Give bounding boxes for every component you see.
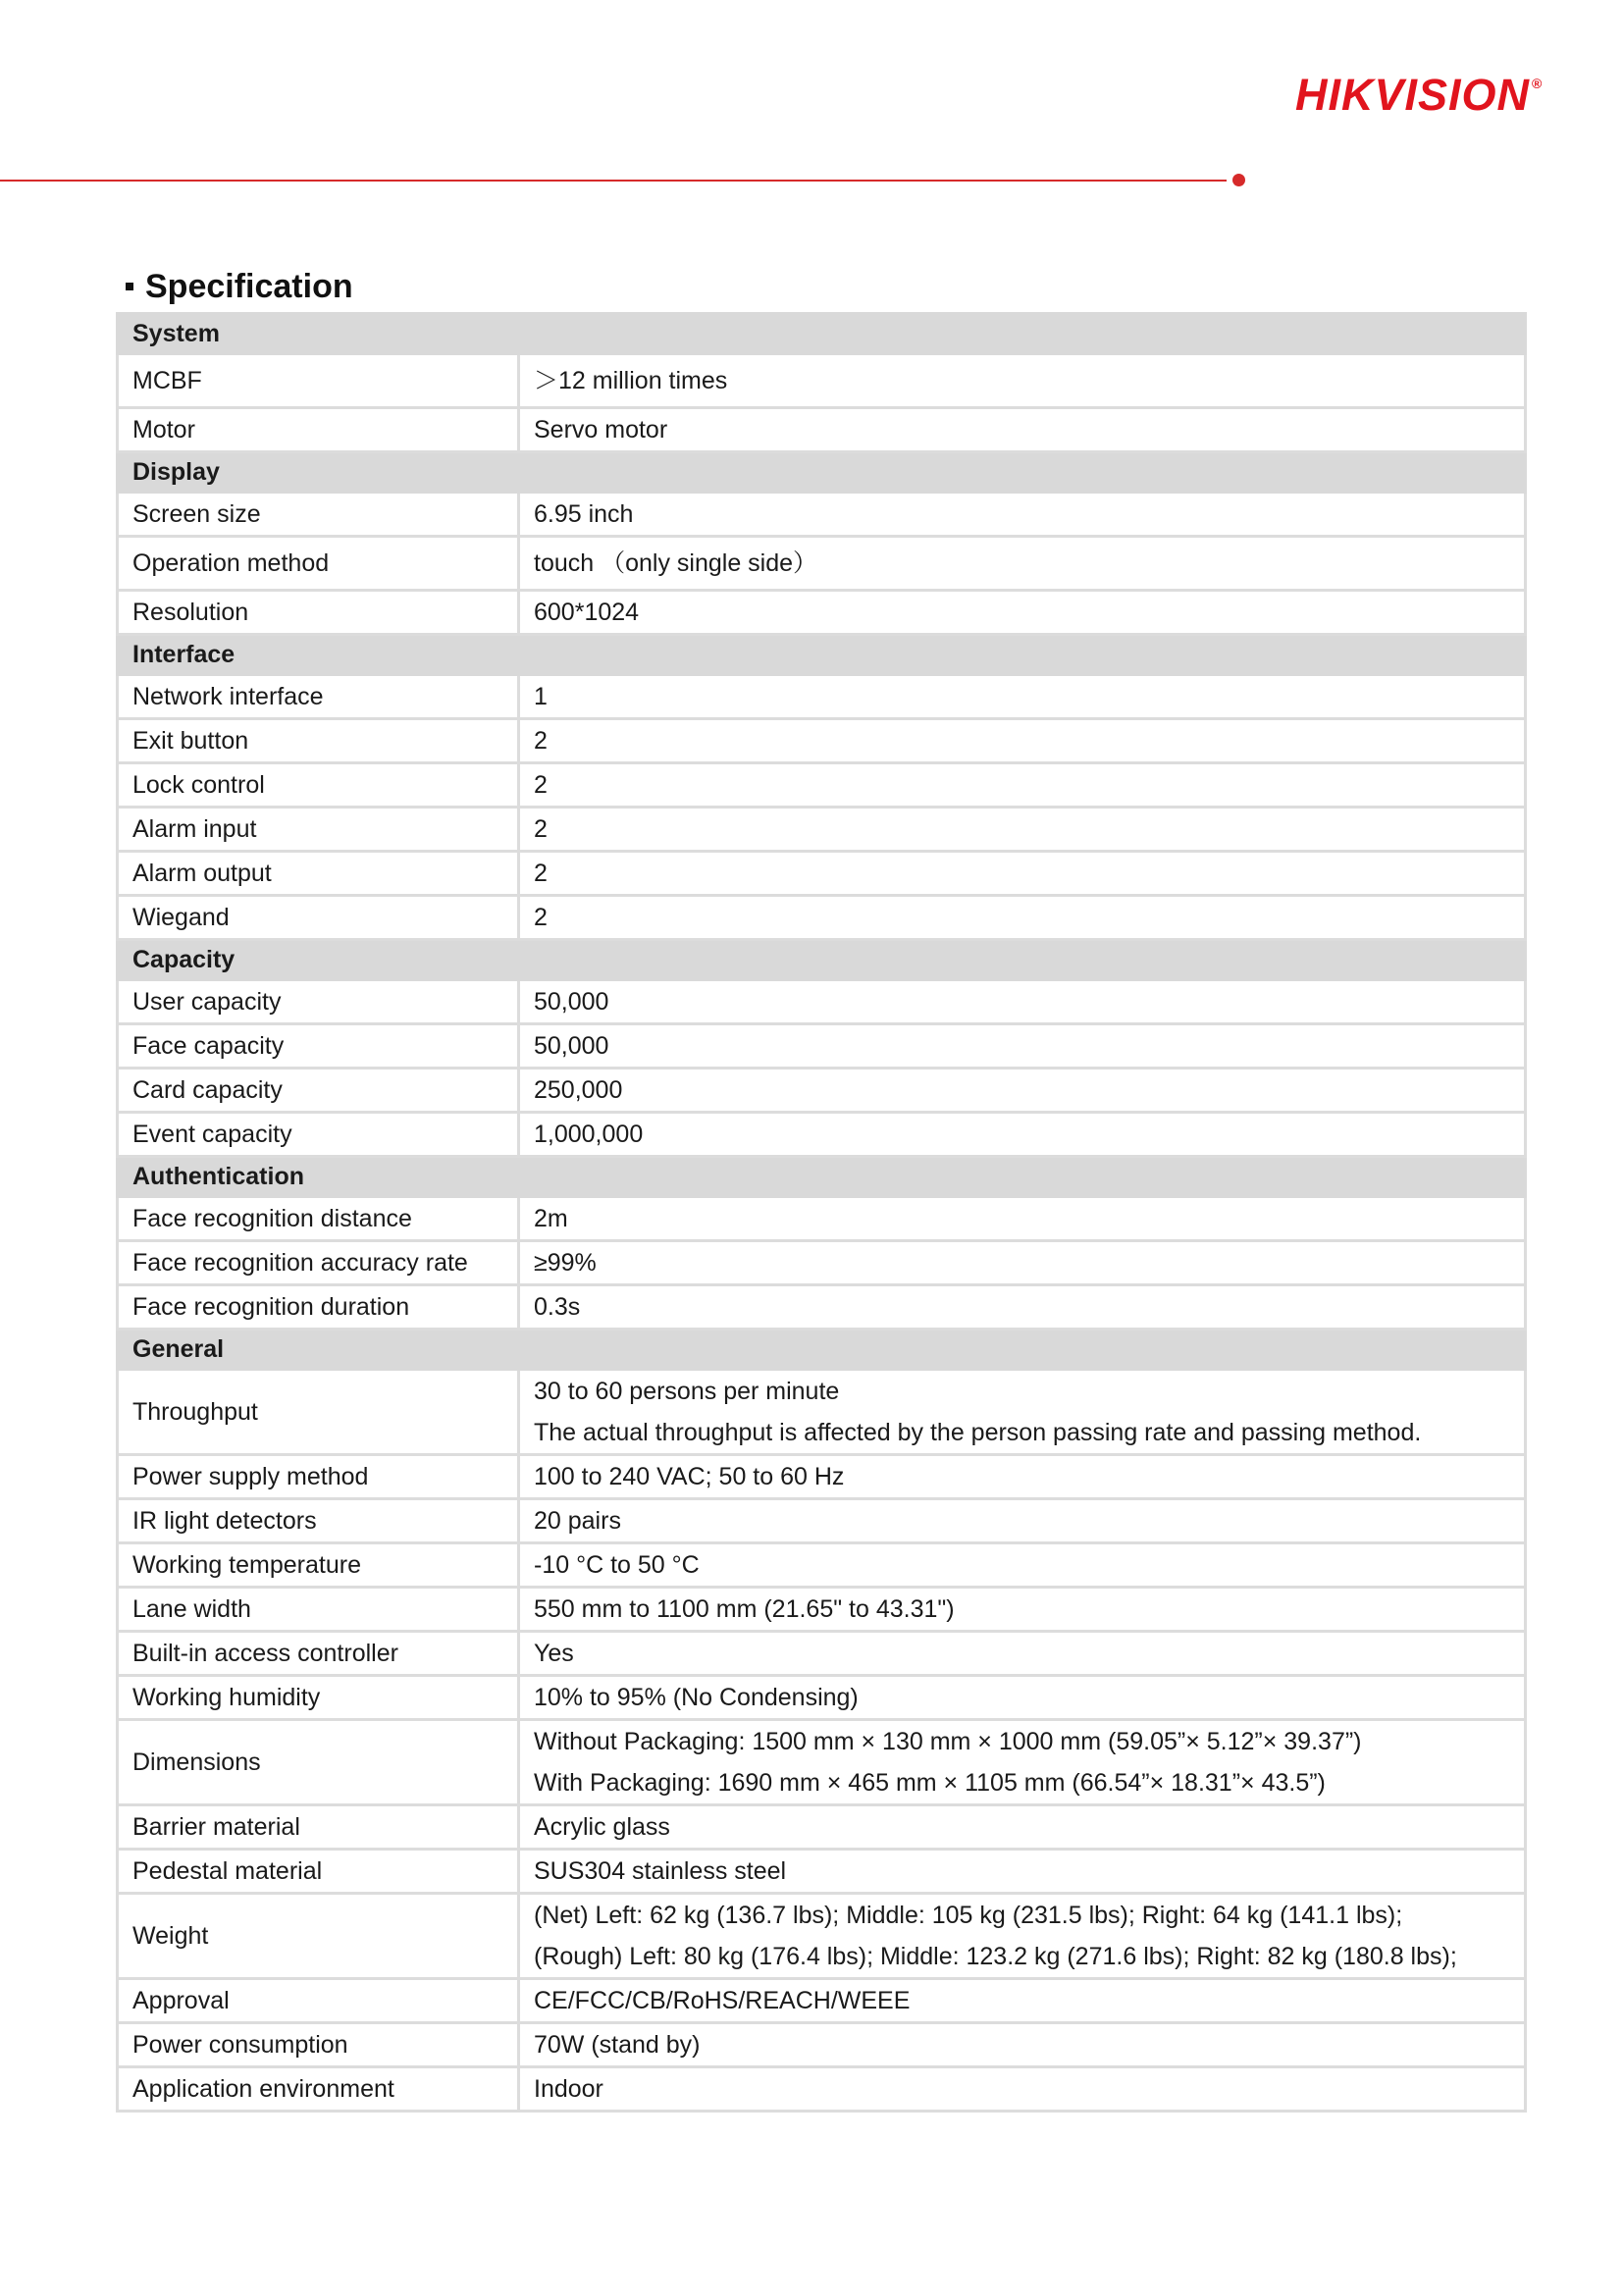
spec-label: Alarm input [118,808,519,852]
spec-value-line: 30 to 60 persons per minute [534,1378,840,1405]
spec-row [118,675,1526,719]
spec-row [118,1241,1526,1285]
spec-value-line: 2 [534,815,548,843]
spec-value-line: 550 mm to 1100 mm (21.65" to 43.31") [534,1595,955,1623]
page-heading [126,270,353,303]
section-title: Authentication [118,1157,1526,1197]
spec-label: Motor [118,408,519,452]
spec-label: Power consumption [118,2023,519,2067]
spec-row [118,1805,1526,1850]
spec-row [118,2023,1526,2067]
spec-value [519,1543,1526,1588]
spec-value-line: 2 [534,904,548,931]
spec-value [519,1499,1526,1543]
spec-label: Working temperature [118,1543,519,1588]
spec-value [519,1588,1526,1632]
spec-label: Alarm output [118,852,519,896]
spec-label: Barrier material [118,1805,519,1850]
spec-value [519,1894,1526,1979]
spec-value [519,2023,1526,2067]
spec-value [519,675,1526,719]
spec-row [118,1197,1526,1241]
spec-value [519,1024,1526,1069]
spec-value [519,493,1526,537]
spec-value [519,1632,1526,1676]
spec-row [118,1455,1526,1499]
spec-row [118,537,1526,591]
spec-label: Exit button [118,719,519,763]
spec-value-line: ＞12 million times [534,367,728,394]
spec-value-line: 2m [534,1205,568,1232]
spec-label: Operation method [118,537,519,591]
page-title: Specification [145,268,353,305]
spec-value [519,1850,1526,1894]
spec-value [519,1370,1526,1455]
spec-row [118,719,1526,763]
spec-row [118,852,1526,896]
spec-value-line: 10% to 95% (No Condensing) [534,1684,859,1711]
spec-row [118,896,1526,940]
spec-label: Application environment [118,2067,519,2112]
spec-row [118,408,1526,452]
spec-value-line: 20 pairs [534,1507,621,1535]
spec-row [118,1676,1526,1720]
spec-value [519,1720,1526,1805]
spec-label: Card capacity [118,1069,519,1113]
spec-label: Event capacity [118,1113,519,1157]
section-title: Capacity [118,940,1526,980]
spec-label: Face capacity [118,1024,519,1069]
spec-value-line: CE/FCC/CB/RoHS/REACH/WEEE [534,1987,911,2014]
spec-value-line: (Net) Left: 62 kg (136.7 lbs); Middle: 105 kg (231.5 lbs); Right: 64 kg (141.1 lbs); [534,1902,1403,1929]
spec-row [118,2067,1526,2112]
spec-label: Network interface [118,675,519,719]
spec-label: Resolution [118,591,519,635]
brand-name: HIKVISION [1295,70,1531,120]
spec-value-line: Servo motor [534,416,668,444]
spec-value [519,537,1526,591]
header-rule-dot [1232,174,1245,186]
spec-value [519,1241,1526,1285]
section-header-row [118,635,1526,675]
spec-row [118,763,1526,808]
spec-label: MCBF [118,354,519,408]
spec-row [118,1979,1526,2023]
spec-value-line: 50,000 [534,1032,609,1060]
spec-value-line: (Rough) Left: 80 kg (176.4 lbs); Middle: 123.2 kg (271.6 lbs); Right: 82 kg (180.8 lbs); [534,1943,1457,1970]
spec-value [519,763,1526,808]
spec-value [519,1455,1526,1499]
bullet-icon [126,283,133,290]
spec-value [519,354,1526,408]
spec-row [118,980,1526,1024]
section-title: Display [118,452,1526,493]
spec-value [519,2067,1526,2112]
spec-value [519,808,1526,852]
spec-row [118,591,1526,635]
spec-label: Weight [118,1894,519,1979]
spec-value [519,1285,1526,1330]
spec-value [519,1676,1526,1720]
spec-value [519,896,1526,940]
spec-label: Approval [118,1979,519,2023]
spec-value-line: touch （only single side） [534,549,818,577]
spec-label: Face recognition accuracy rate [118,1241,519,1285]
spec-row [118,1499,1526,1543]
spec-value-line: Indoor [534,2075,603,2103]
spec-value-line: -10 °C to 50 °C [534,1551,700,1579]
section-header-row [118,314,1526,354]
spec-row [118,493,1526,537]
spec-row [118,1069,1526,1113]
spec-value [519,408,1526,452]
spec-label: Dimensions [118,1720,519,1805]
section-title: General [118,1330,1526,1370]
spec-value-line: ≥99% [534,1249,597,1277]
spec-label: User capacity [118,980,519,1024]
spec-value-line: 100 to 240 VAC; 50 to 60 Hz [534,1463,845,1490]
spec-value [519,1197,1526,1241]
spec-value [519,719,1526,763]
spec-value [519,1979,1526,2023]
section-title: System [118,314,1526,354]
spec-value-line: 250,000 [534,1076,623,1104]
spec-row [118,1113,1526,1157]
spec-value-line: 2 [534,860,548,887]
spec-row [118,1370,1526,1455]
spec-label: Pedestal material [118,1850,519,1894]
spec-row [118,1720,1526,1805]
spec-label: Screen size [118,493,519,537]
hikvision-logo [1295,70,1544,120]
spec-value [519,1113,1526,1157]
spec-label: Working humidity [118,1676,519,1720]
section-header-row [118,1330,1526,1370]
spec-row [118,1894,1526,1979]
spec-value-line: The actual throughput is affected by the person passing rate and passing method. [534,1419,1422,1446]
spec-row [118,1024,1526,1069]
spec-row [118,808,1526,852]
spec-table-body [118,314,1526,2112]
spec-value-line: 1,000,000 [534,1121,644,1148]
spec-value-line: Yes [534,1640,574,1667]
spec-value-line: Acrylic glass [534,1813,670,1841]
spec-label: Power supply method [118,1455,519,1499]
spec-value-line: 1 [534,683,548,710]
spec-label: Built-in access controller [118,1632,519,1676]
header-rule [0,180,1227,182]
registered-mark: ® [1532,76,1544,91]
spec-value-line: 70W (stand by) [534,2031,701,2059]
spec-value [519,1069,1526,1113]
spec-label: Face recognition distance [118,1197,519,1241]
spec-row [118,1285,1526,1330]
section-header-row [118,1157,1526,1197]
spec-value-line: SUS304 stainless steel [534,1857,787,1885]
section-header-row [118,940,1526,980]
spec-row [118,1632,1526,1676]
spec-value-line: 2 [534,727,548,755]
spec-value [519,980,1526,1024]
spec-value-line: Without Packaging: 1500 mm × 130 mm × 1000 mm (59.05”× 5.12”× 39.37”) [534,1728,1362,1755]
spec-label: Wiegand [118,896,519,940]
spec-label: IR light detectors [118,1499,519,1543]
spec-value-line: With Packaging: 1690 mm × 465 mm × 1105 mm (66.54”× 18.31”× 43.5”) [534,1769,1326,1797]
spec-label: Lane width [118,1588,519,1632]
spec-row [118,1588,1526,1632]
spec-value-line: 600*1024 [534,599,640,626]
spec-value-line: 50,000 [534,988,609,1016]
spec-label: Lock control [118,763,519,808]
spec-value-line: 2 [534,771,548,799]
spec-row [118,1543,1526,1588]
section-header-row [118,452,1526,493]
spec-value [519,591,1526,635]
spec-label: Face recognition duration [118,1285,519,1330]
spec-row [118,1850,1526,1894]
spec-table [116,312,1527,2113]
spec-value-line: 0.3s [534,1293,581,1321]
spec-value-line: 6.95 inch [534,500,634,528]
spec-value [519,852,1526,896]
spec-value [519,1805,1526,1850]
spec-row [118,354,1526,408]
spec-label: Throughput [118,1370,519,1455]
section-title: Interface [118,635,1526,675]
